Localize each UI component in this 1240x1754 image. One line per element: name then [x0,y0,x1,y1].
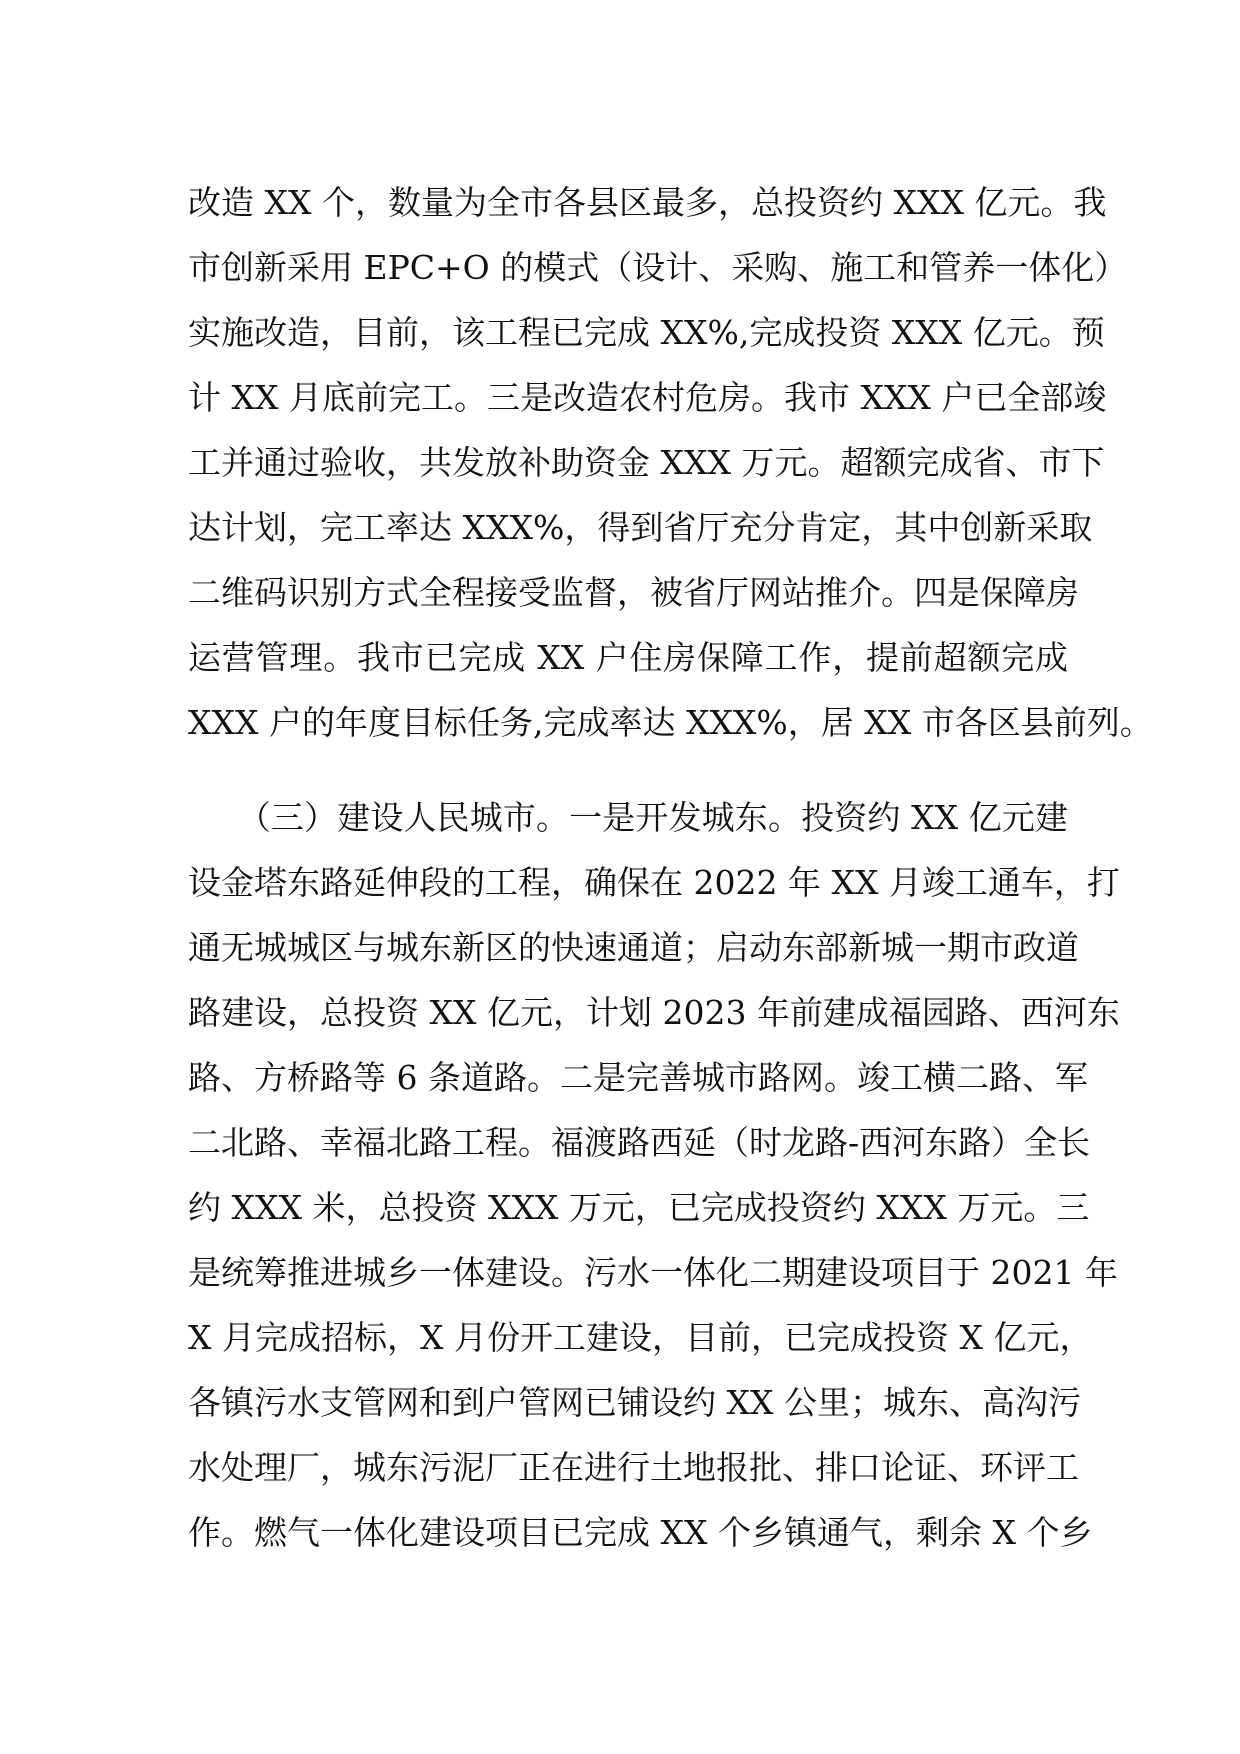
text-line: 约 XXX 米，总投资 XXX 万元，已完成投资约 XXX 万元。三 [188,1188,1090,1227]
text-line: 各镇污水支管网和到户管网已铺设约 XX 公里；城东、高沟污 [188,1383,1081,1422]
paragraph-housing [188,170,1153,755]
text-line: X 月完成招标，X 月份开工建设，目前，已完成投资 X 亿元， [188,1318,1093,1357]
text-line: 运营管理。我市已完成 XX 户住房保障工作，提前超额完成 [188,638,1068,677]
text-line: 二维码识别方式全程接受监督，被省厅网站推介。四是保障房 [188,573,1079,612]
text-line: 水处理厂，城东污泥厂正在进行土地报批、排口论证、环评工 [188,1448,1079,1487]
text-line: 达计划，完工率达 XXX%，得到省厅充分肯定，其中创新采取 [188,508,1093,547]
text-line: 作。燃气一体化建设项目已完成 XX 个乡镇通气，剩余 X 个乡 [188,1513,1093,1552]
text-line: 工并通过验收，共发放补助资金 XXX 万元。超额完成省、市下 [188,443,1105,482]
text-line: 二北路、幸福北路工程。福渡路西延（时龙路-西河东路）全长 [188,1123,1091,1162]
text-line: 通无城城区与城东新区的快速通道；启动东部新城一期市政道 [188,928,1079,967]
text-line: 路、方桥路等 6 条道路。二是完善城市路网。竣工横二路、军 [188,1058,1088,1097]
text-line: 计 XX 月底前完工。三是改造农村危房。我市 XXX 户已全部竣 [188,378,1107,417]
paragraph-people-city [188,785,1120,1565]
text-line: XXX 户的年度目标任务,完成率达 XXX%，居 XX 市各区县前列。 [188,703,1153,742]
text-line: 路建设，总投资 XX 亿元，计划 2023 年前建成福园路、西河东 [188,993,1120,1032]
text-line: 实施改造，目前，该工程已完成 XX%,完成投资 XXX 亿元。预 [188,313,1105,352]
text-line: 改造 XX 个，数量为全市各县区最多，总投资约 XXX 亿元。我 [188,183,1107,222]
text-line: 是统筹推进城乡一体建设。污水一体化二期建设项目于 2021 年 [188,1253,1118,1292]
text-line: 市创新采用 EPC+O 的模式（设计、采购、施工和管养一体化） [188,248,1128,287]
text-line: （三）建设人民城市。一是开发城东。投资约 XX 亿元建 [188,798,1068,837]
text-line: 设金塔东路延伸段的工程，确保在 2022 年 XX 月竣工通车，打 [188,863,1120,902]
